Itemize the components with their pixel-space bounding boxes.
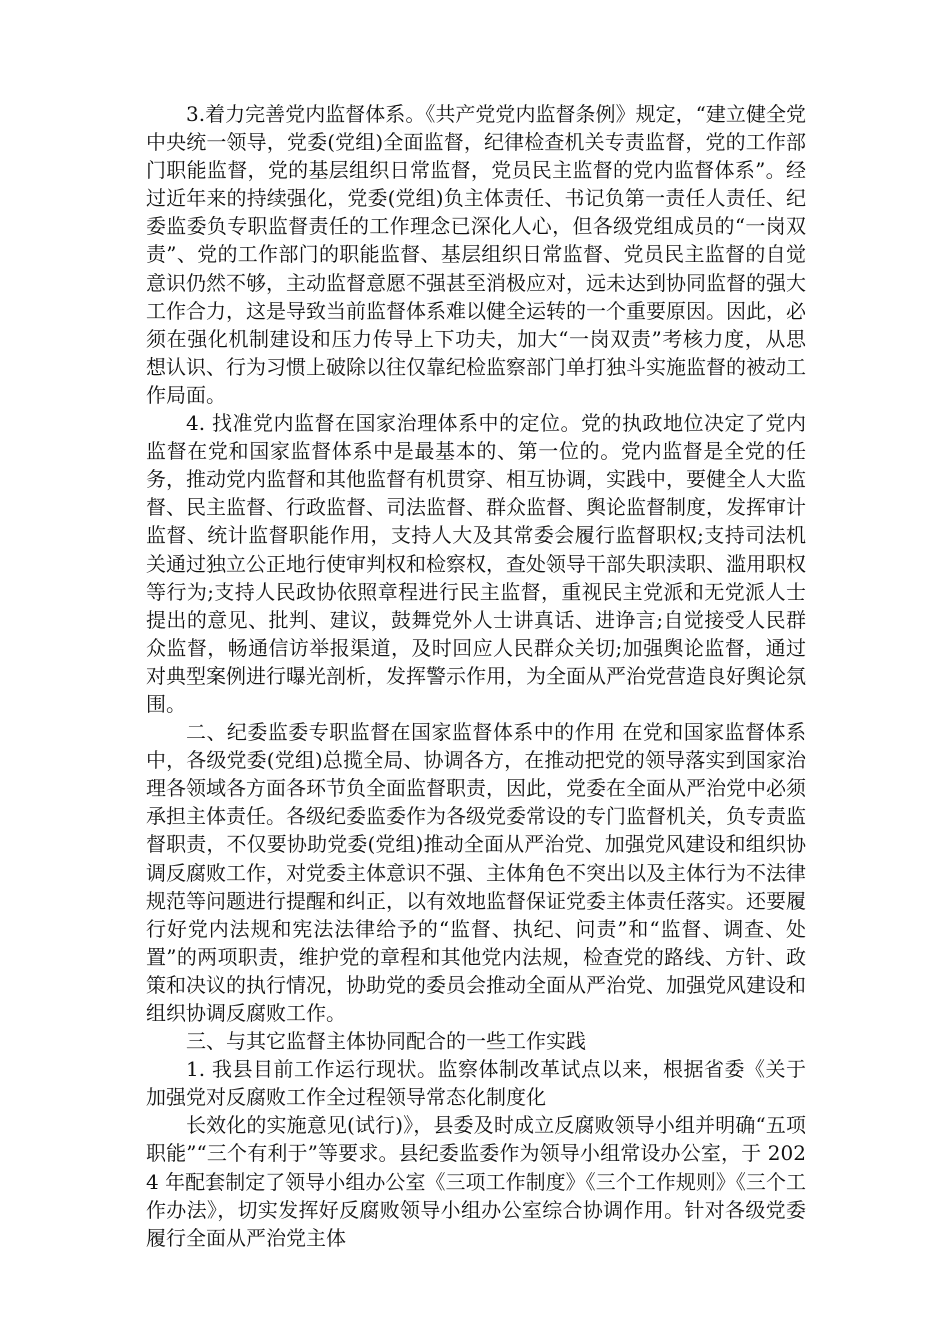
paragraph-discipline-commission-role: 二、纪委监委专职监督在国家监督体系中的作用 在党和国家监督体系中，各级党委(党组)总揽全局、协调各方，在推动把党的领导落实到国家治理各领域各方面各环节负全面监督职责，因此，党委在全面从严治党中必须承担主体责任。各级纪委监委作为各级党委常设的专门监督机关，负专责监督职责，不仅要协助党委(党组)推动全面从严治党、加强党风建设和组织协调反腐败工作，对党委主体意识不强、主体角色不突出以及主体行为不法律规范等问题进行提醒和纠正，以有效地监督保证党委主体责任落实。还要履行好党内法规和宪法法律给予的“监督、执纪、问责”和“监督、调查、处置”的两项职责，维护党的章程和其他党内法规，检查党的路线、方针、政策和决议的执行情况，协助党的委员会推动全面从严治党、加强党风建设和组织协调反腐败工作。 [146, 720, 806, 1025]
paragraph-county-status-continued: 长效化的实施意见(试行)》，县委及时成立反腐败领导小组并明确“五项职能”“三个有利于”等要求。县纪委监委作为领导小组常设办公室，于 2024 年配套制定了领导小组办公室《三项工作制度》《三个工作规则》《三个工作办法》，切实发挥好反腐败领导小组办公室综合协调作用。针对各级党委履行全面从严治党主体 [146, 1113, 806, 1250]
paragraph-county-status: 1. 我县目前工作运行现状。监察体制改革试点以来，根据省委《关于加强党对反腐败工作全过程领导常态化制度化 [146, 1057, 806, 1110]
paragraph-supervision-system: 3.着力完善党内监督体系。《共产党党内监督条例》规定，“建立健全党中央统一领导，党委(党组)全面监督，纪律检查机关专责监督，党的工作部门职能监督，党的基层组织日常监督，党员民主监督的党内监督体系”。经过近年来的持续强化，党委(党组)负主体责任、书记负第一责任人责任、纪委监委负专职监督责任的工作理念已深化人心，但各级党组成员的“一岗双责”、党的工作部门的职能监督、基层组织日常监督、党员民主监督的自觉意识仍然不够，主动监督意愿不强甚至消极应对，远未达到协同监督的强大工作合力，这是导致当前监督体系难以健全运转的一个重要原因。因此，必须在强化机制建设和压力传导上下功夫，加大“一岗双责”考核力度，从思想认识、行为习惯上破除以往仅靠纪检监察部门单打独斗实施监督的被动工作局面。 [146, 102, 806, 407]
paragraph-party-supervision-position: 4. 找准党内监督在国家治理体系中的定位。党的执政地位决定了党内监督在党和国家监督体系中是最基本的、第一位的。党内监督是全党的任务，推动党内监督和其他监督有机贯穿、相互协调，实践中，要健全人大监督、民主监督、行政监督、司法监督、群众监督、舆论监督制度，发挥审计监督、统计监督职能作用，支持人大及其常委会履行监督职权;支持司法机关通过独立公正地行使审判权和检察权，查处领导干部失职渎职、滥用职权等行为;支持人民政协依照章程进行民主监督，重视民主党派和无党派人士提出的意见、批判、建议，鼓舞党外人士讲真话、进诤言;自觉接受人民群众监督，畅通信访举报渠道，及时回应人民群众关切;加强舆论监督，通过对典型案例进行曝光剖析，发挥警示作用，为全面从严治党营造良好舆论氛围。 [146, 411, 806, 716]
section-heading-coordination-practice: 三、与其它监督主体协同配合的一些工作实践 [186, 1029, 586, 1054]
document-body [146, 100, 806, 1252]
